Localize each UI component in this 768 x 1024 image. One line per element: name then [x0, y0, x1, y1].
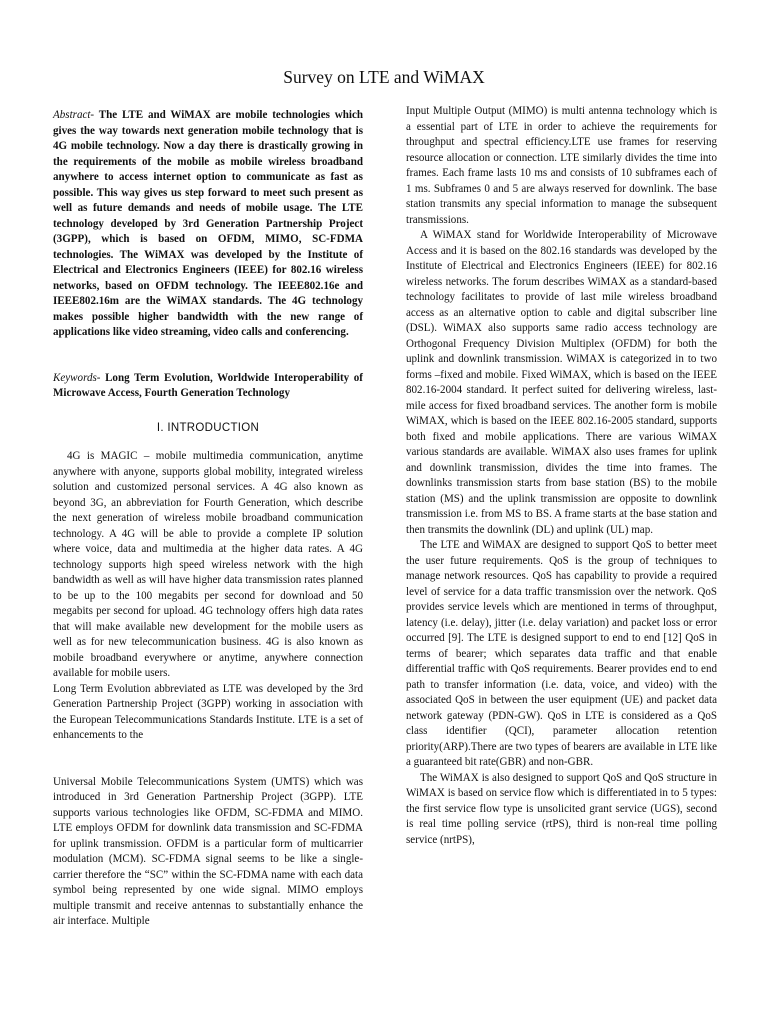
abstract-label: Abstract- [53, 109, 95, 121]
right-column [406, 104, 717, 848]
paragraph: Universal Mobile Telecommunications System (UMTS) which was introduced in 3rd Generation Partnership Project (3GPP). LTE supports various technologies like OFDM, SC-FDMA and MIMO. LTE employs OFDM for downlink data transmission and SC-FDMA for uplink transmission. OFDM is a particular form of multicarrier modulation (MCM). SC-FDMA signal seems to be like a single-carrier therefore the “SC” within the SC-FDMA name with each data symbol being represented by one wide signal. MIMO employs multiple transmit and receive antennas to substantially enhance the air interface. Multiple [53, 775, 363, 927]
abstract [53, 108, 363, 341]
abstract-text: The LTE and WiMAX are mobile technologies which gives the way towards next generation mobile technology that is 4G mobile technology. Now a day there is drastically growing in the requirements of the mobile as mobile wireless broadband anywhere to access internet option to communicate as fast as possible. This way gives us step forward to meet such present as well as future demands and needs of mobile usage. The LTE technology developed by 3rd Generation Partnership Project (3GPP), which is based on OFDM, MIMO, SC-FDMA technologies. The WiMAX was developed by the Institute of Electrical and Electronics Engineers (IEEE) for 802.16 wireless networks, based on OFDM technology. The IEEE802.16e and IEEE802.16m are the WiMAX standards. The 4G technology makes possible higher bandwidth with the new range of applications like video streaming, video calls and conferencing. [53, 109, 363, 338]
section-heading: I. INTRODUCTION [156, 421, 260, 434]
keywords [53, 371, 363, 402]
left-column [53, 108, 363, 930]
paragraph: The LTE and WiMAX are designed to support QoS to better meet the user future requirements. QoS is the group of techniques to manage network resources. QoS has capability to provide a required level of service for a data traffic transmission over the network. QoS provides service levels which are mentioned in terms of throughput, latency (i.e. delay), jitter (i.e. delay variation) and packet loss or error occurred [9]. The LTE is designed support to end to end [12] QoS in terms of bearer; which separates data traffic and that enable differential traffic with QoS requirements. Bearer provides end to end path to transfer information (i.e. data, voice, and video) with the associated QoS in between the user equipment (UE) and packet data network gateway (PDN-GW). QoS in LTE is considered as a QoS class identifier (QCI), parameter allocation retention priority(ARP).There are two types of bearers are available in LTE like a guaranteed bit rate(GBR) and non-GBR. [406, 539, 717, 768]
paragraph: Long Term Evolution abbreviated as LTE was developed by the 3rd Generation Partnership Project (3GPP) working in association with the European Telecommunications Standards Institute. LTE is a set of enhancements to the [53, 682, 363, 741]
paragraph: The WiMAX is also designed to support QoS and QoS structure in WiMAX is based on service flow which is differentiated in to 5 types: the first service flow type is unsolicited grant service (UGS), second is real time polling service (rtPS), third is non-real time polling service (nrtPS), [406, 771, 717, 846]
keywords-text: Long Term Evolution, Worldwide Interoperability of Microwave Access, Fourth Generation Technology [53, 371, 363, 399]
paragraph: 4G is MAGIC – mobile multimedia communication, anytime anywhere with anyone, supports global mobility, integrated wireless solution and customized personal services. A 4G also known as beyond 3G, an abbreviation for Fourth Generation, which describe the next generation of wireless mobile broadband communication technology. A 4G will be able to provide a complete IP solution where voice, data and multimedia at the higher data rates. A 4G technology supports high speed wireless network with the high bandwidth as well as will have higher data transmission rates planned to be up to the 100 megabits per second for download and 50 megabits per second for upload. 4G technology offers high data rates that will make available new development for the mobile users as well as for new telecommunication business. 4G is also known as mobile broadband everywhere or anytime, anywhere connection available for mobile users. [53, 450, 363, 679]
paper-title: Survey on LTE and WiMAX [283, 67, 485, 87]
keywords-label: Keywords- [53, 371, 101, 384]
paragraph: A WiMAX stand for Worldwide Interoperability of Microwave Access and it is based on the 802.16 standards was developed by the Institute of Electrical and Electronics Engineers (IEEE) for 802.16 wireless networks. The forum describes WiMAX as a standard-based technology facilitates to provide of last mile wireless broadband access as an alternative option to cable and digital subscriber line (DSL). WiMAX also supports same radio access technology are Orthogonal Frequency Division Multiplex (OFDM) for both the uplink and downlink transmission. WiMAX is categorized in to two forms –fixed and mobile. Fixed WiMAX, which is based on the IEEE 802.16-2004 standard. It perfect suited for delivering wireless, last-mile access for fixed broadband services. The another form is mobile WiMAX, which is based on the IEEE 802.16-2005 standard, supports both fixed and mobile applications. There are various WiMAX various standards are available. WiMAX also uses frames for uplink and downlink transmission, divides the time into frames. The downlinks transmission starts from base station (BS) to the mobile station (MS) and the uplink transmission are opposite to downlink transmission i.e. from MS to BS. A frame starts at the base station and then transmits the downlink (DL) and uplink (UL) map. [406, 229, 717, 536]
paragraph-gap [53, 744, 363, 775]
paragraph: Input Multiple Output (MIMO) is multi antenna technology which is a essential part of LTE in order to achieve the requirements for throughput and spectral efficiency.LTE use frames for reserving resource allocation or connection. LTE similarly divides the time into frames. Each frame lasts 10 ms and consists of 10 subframes each of 1 ms. Subframes 0 and 5 are always reserved for downlink. The base station transmits any special information to manage the subsequent transmissions. [406, 105, 717, 226]
